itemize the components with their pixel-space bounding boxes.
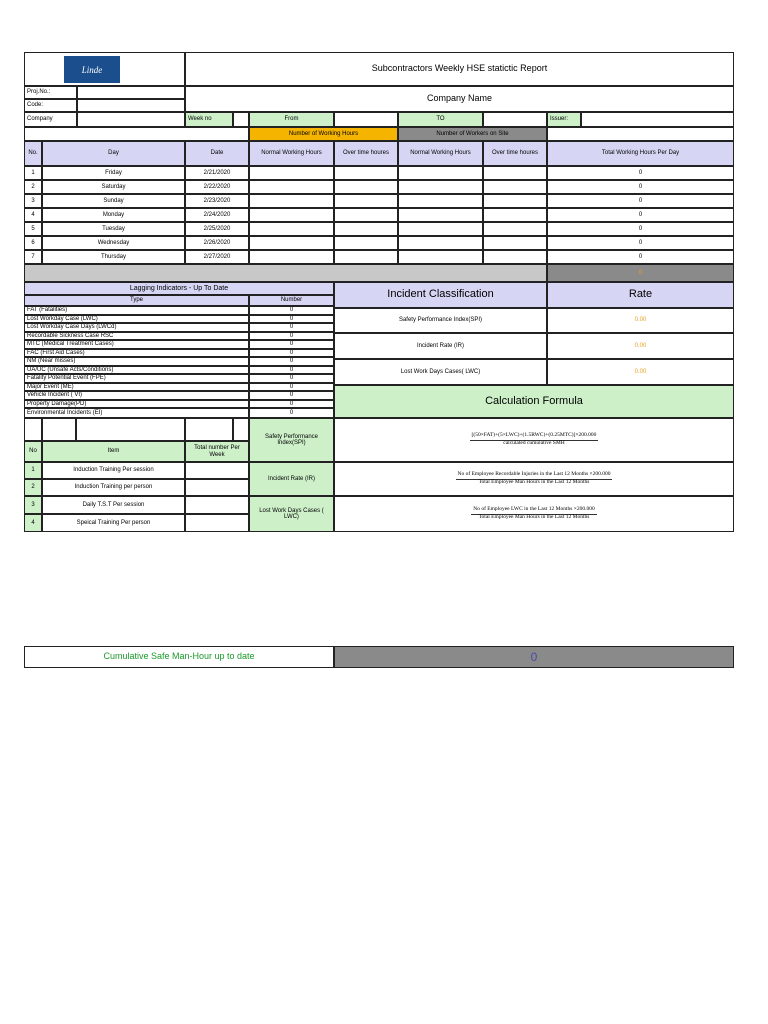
training-row-item: Speical Training Per person bbox=[42, 514, 185, 532]
training-total-header: Total number Per Week bbox=[185, 441, 249, 462]
proj-no-label: Proj.No.: bbox=[24, 86, 77, 99]
incident-rate: 0.00 bbox=[547, 359, 734, 385]
lagging-row-number[interactable]: 0 bbox=[249, 315, 334, 324]
issuer-field[interactable] bbox=[581, 112, 734, 127]
code-field[interactable] bbox=[77, 99, 185, 112]
lagging-row-number[interactable]: 0 bbox=[249, 408, 334, 418]
hours-row-workers-normal-input[interactable] bbox=[398, 236, 483, 250]
formula-cell bbox=[334, 496, 734, 532]
formula-label: Lost Work Days Cases ( LWC) bbox=[249, 496, 334, 532]
hours-row-overtime-input[interactable] bbox=[334, 194, 398, 208]
lagging-row-number[interactable]: 0 bbox=[249, 400, 334, 409]
hours-row-day: Sunday bbox=[42, 194, 185, 208]
lagging-row-type: Lost Workday Case Days (LWCd) bbox=[24, 323, 249, 332]
week-total-bar bbox=[24, 264, 547, 282]
hours-row-overtime-input[interactable] bbox=[334, 180, 398, 194]
lagging-row-number[interactable]: 0 bbox=[249, 357, 334, 366]
training-blank-cell bbox=[76, 418, 185, 441]
hours-row-no: 4 bbox=[24, 208, 42, 222]
training-row-no: 2 bbox=[24, 479, 42, 496]
blank-header-cell-right bbox=[547, 127, 734, 141]
lagging-row-type: NM (Near misses) bbox=[24, 357, 249, 366]
formula-denominator: Total Employee Man Hours in the Last 12 Months bbox=[478, 479, 590, 485]
lagging-row-type: Major Event (ME) bbox=[24, 383, 249, 392]
training-blank-cell bbox=[24, 418, 42, 441]
hours-row-workers-overtime-input[interactable] bbox=[483, 236, 547, 250]
to-label: TO bbox=[398, 112, 483, 127]
hours-row-date: 2/23/2020 bbox=[185, 194, 249, 208]
to-field[interactable] bbox=[483, 112, 547, 127]
week-no-field[interactable] bbox=[233, 112, 249, 127]
formula-numerator: No of Employee LWC in the Last 12 Months ×200.000 bbox=[471, 507, 597, 515]
hours-row-overtime-input[interactable] bbox=[334, 222, 398, 236]
week-total-value: 0 bbox=[547, 264, 734, 282]
training-row-total-input[interactable] bbox=[185, 479, 249, 496]
hours-row-no: 1 bbox=[24, 166, 42, 180]
col-header-day: Day bbox=[42, 141, 185, 166]
hours-row-day: Wednesday bbox=[42, 236, 185, 250]
col-header-date: Date bbox=[185, 141, 249, 166]
hours-row-no: 6 bbox=[24, 236, 42, 250]
incident-label: Lost Work Days Cases( LWC) bbox=[334, 359, 547, 385]
report-title: Subcontractors Weekly HSE statictic Report bbox=[185, 52, 734, 86]
formula-cell bbox=[334, 418, 734, 462]
hours-row-workers-overtime-input[interactable] bbox=[483, 180, 547, 194]
hours-row-day: Saturday bbox=[42, 180, 185, 194]
lagging-row-number[interactable]: 0 bbox=[249, 340, 334, 349]
formula-denominator: calculated cumulative SMH bbox=[503, 440, 565, 446]
hours-row-workers-overtime-input[interactable] bbox=[483, 222, 547, 236]
lagging-row-type: Property Damage(PD) bbox=[24, 400, 249, 409]
hours-row-normal-input[interactable] bbox=[249, 222, 334, 236]
training-row-no: 4 bbox=[24, 514, 42, 532]
hours-row-no: 7 bbox=[24, 250, 42, 264]
hours-row-workers-overtime-input[interactable] bbox=[483, 194, 547, 208]
hours-row-date: 2/26/2020 bbox=[185, 236, 249, 250]
hours-row-date: 2/27/2020 bbox=[185, 250, 249, 264]
from-field[interactable] bbox=[334, 112, 398, 127]
from-label: From bbox=[249, 112, 334, 127]
logo-text: Linde bbox=[81, 64, 103, 75]
hours-row-date: 2/24/2020 bbox=[185, 208, 249, 222]
formula-label: Incident Rate (IR) bbox=[249, 462, 334, 496]
workers-on-site-header: Number of Workers on Site bbox=[398, 127, 547, 141]
col-header-workers-overtime: Over time houres bbox=[483, 141, 547, 166]
lagging-title: Lagging Indicators - Up To Date bbox=[24, 282, 334, 295]
col-header-total-hours: Total Working Hours Per Day bbox=[547, 141, 734, 166]
col-header-overtime: Over time houres bbox=[334, 141, 398, 166]
hours-row-day: Monday bbox=[42, 208, 185, 222]
hours-row-workers-normal-input[interactable] bbox=[398, 180, 483, 194]
lagging-type-header: Type bbox=[24, 295, 249, 306]
company-field[interactable] bbox=[77, 112, 185, 127]
hours-row-no: 3 bbox=[24, 194, 42, 208]
hours-row-day: Friday bbox=[42, 166, 185, 180]
training-row-no: 1 bbox=[24, 462, 42, 479]
hours-row-total: 0 bbox=[547, 222, 734, 236]
proj-no-field[interactable] bbox=[77, 86, 185, 99]
cumulative-value: 0 bbox=[334, 646, 734, 668]
hours-row-overtime-input[interactable] bbox=[334, 236, 398, 250]
hours-row-day: Tuesday bbox=[42, 222, 185, 236]
lagging-row-type: MTC (Medical Treatment Cases) bbox=[24, 340, 249, 349]
lagging-row-number[interactable]: 0 bbox=[249, 332, 334, 341]
hours-row-total: 0 bbox=[547, 180, 734, 194]
lagging-row-type: Lost Workday Case (LWC) bbox=[24, 315, 249, 324]
hours-row-overtime-input[interactable] bbox=[334, 250, 398, 264]
incident-label: Incident Rate (IR) bbox=[334, 333, 547, 359]
training-row-total-input[interactable] bbox=[185, 514, 249, 532]
lagging-row-number[interactable]: 0 bbox=[249, 383, 334, 392]
col-header-normal-hours: Normal Working Hours bbox=[249, 141, 334, 166]
lagging-row-number[interactable]: 0 bbox=[249, 306, 334, 315]
working-hours-header: Number of Working Hours bbox=[249, 127, 398, 141]
hours-row-no: 5 bbox=[24, 222, 42, 236]
hours-row-workers-overtime-input[interactable] bbox=[483, 208, 547, 222]
hours-row-overtime-input[interactable] bbox=[334, 166, 398, 180]
training-blank-cell bbox=[185, 418, 233, 441]
issuer-label: Issuer: bbox=[547, 112, 581, 127]
hours-row-workers-overtime-input[interactable] bbox=[483, 250, 547, 264]
rate-header: Rate bbox=[547, 282, 734, 308]
training-row-item: Induction Training per person bbox=[42, 479, 185, 496]
hours-row-date: 2/21/2020 bbox=[185, 166, 249, 180]
hours-row-normal-input[interactable] bbox=[249, 250, 334, 264]
lagging-row-type: Environmental Incidents (EI) bbox=[24, 408, 249, 418]
lagging-row-number[interactable]: 0 bbox=[249, 374, 334, 383]
incident-label: Safety Performance Index(SPI) bbox=[334, 308, 547, 333]
lagging-row-number[interactable]: 0 bbox=[249, 366, 334, 375]
lagging-number-header: Number bbox=[249, 295, 334, 306]
training-no-header: No bbox=[24, 441, 42, 462]
hours-row-total: 0 bbox=[547, 236, 734, 250]
hours-row-total: 0 bbox=[547, 194, 734, 208]
lagging-row-type: FAT (Fatalities) bbox=[24, 306, 249, 315]
lagging-row-type: Recordable Sickness Case RSC bbox=[24, 332, 249, 341]
lagging-row-number[interactable]: 0 bbox=[249, 349, 334, 358]
hours-row-day: Thursday bbox=[42, 250, 185, 264]
formula-numerator: No of Employee Recordable Injuries in the Last 12 Months ×200.000 bbox=[456, 472, 613, 480]
training-row-item: Induction Training Per session bbox=[42, 462, 185, 479]
hours-row-workers-normal-input[interactable] bbox=[398, 166, 483, 180]
hours-row-normal-input[interactable] bbox=[249, 236, 334, 250]
company-name: Company Name bbox=[185, 86, 734, 112]
hours-row-normal-input[interactable] bbox=[249, 180, 334, 194]
hours-row-workers-normal-input[interactable] bbox=[398, 194, 483, 208]
training-row-total-input[interactable] bbox=[185, 462, 249, 479]
lagging-row-type: Vehicle Incident ( VI) bbox=[24, 391, 249, 400]
company-label: Company bbox=[24, 112, 77, 127]
training-item-header: Item bbox=[42, 441, 185, 462]
training-row-total-input[interactable] bbox=[185, 496, 249, 514]
col-header-workers-normal: Normal Working Hours bbox=[398, 141, 483, 166]
hours-row-date: 2/25/2020 bbox=[185, 222, 249, 236]
lagging-row-type: Fatality Potential Event (FPE) bbox=[24, 374, 249, 383]
incident-rate: 0.00 bbox=[547, 308, 734, 333]
hours-row-workers-normal-input[interactable] bbox=[398, 222, 483, 236]
code-label: Code: bbox=[24, 99, 77, 112]
hours-row-workers-overtime-input[interactable] bbox=[483, 166, 547, 180]
hours-row-normal-input[interactable] bbox=[249, 208, 334, 222]
hours-row-no: 2 bbox=[24, 180, 42, 194]
hours-row-total: 0 bbox=[547, 250, 734, 264]
formula-cell bbox=[334, 462, 734, 496]
hours-row-workers-normal-input[interactable] bbox=[398, 250, 483, 264]
training-blank-cell bbox=[233, 418, 249, 441]
hours-row-date: 2/22/2020 bbox=[185, 180, 249, 194]
training-row-no: 3 bbox=[24, 496, 42, 514]
lagging-row-type: FAC (First Aid Cases) bbox=[24, 349, 249, 358]
incident-rate: 0.00 bbox=[547, 333, 734, 359]
week-no-label: Week no bbox=[185, 112, 233, 127]
hours-row-normal-input[interactable] bbox=[249, 166, 334, 180]
calculation-formula-title: Calculation Formula bbox=[334, 385, 734, 418]
blank-header-cell bbox=[24, 127, 249, 141]
hours-row-workers-normal-input[interactable] bbox=[398, 208, 483, 222]
cumulative-label: Cumulative Safe Man-Hour up to date bbox=[24, 646, 334, 668]
formula-numerator: [(50×FAT)+(5×LWC)+(1.5RWC)+(0.25MTC)]×200.000 bbox=[470, 433, 599, 441]
linde-logo bbox=[64, 56, 120, 83]
hours-row-total: 0 bbox=[547, 208, 734, 222]
training-row-item: Daily T.S.T Per session bbox=[42, 496, 185, 514]
incident-classification-header: Incident Classification bbox=[334, 282, 547, 308]
hours-row-overtime-input[interactable] bbox=[334, 208, 398, 222]
hours-row-total: 0 bbox=[547, 166, 734, 180]
lagging-row-number[interactable]: 0 bbox=[249, 391, 334, 400]
lagging-row-number[interactable]: 0 bbox=[249, 323, 334, 332]
hours-row-normal-input[interactable] bbox=[249, 194, 334, 208]
lagging-row-type: UA/UC (Unsafe Acts/Conditions) bbox=[24, 366, 249, 375]
formula-denominator: Total Employee Man Hours in the Last 12 Months bbox=[478, 514, 590, 520]
training-blank-cell bbox=[42, 418, 76, 441]
col-header-no: No. bbox=[24, 141, 42, 166]
formula-label: Safety Performance Index(SPI) bbox=[249, 418, 334, 462]
